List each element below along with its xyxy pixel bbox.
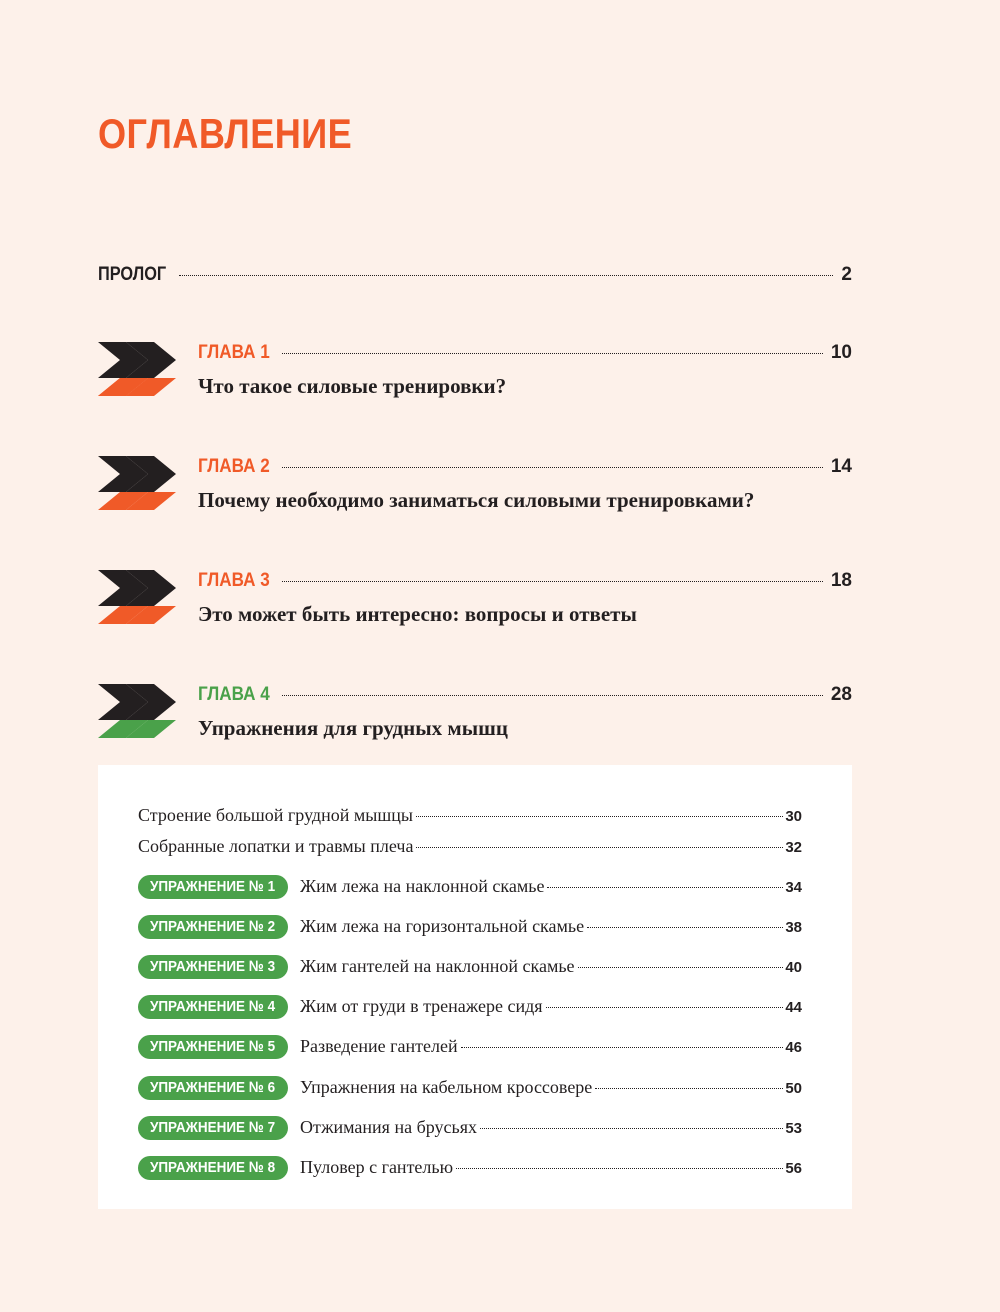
exercise-title: Жим лежа на наклонной скамье <box>300 876 545 896</box>
toc-exercise-entry[interactable] <box>138 1036 802 1060</box>
chapter-label: ГЛАВА 2 <box>198 456 270 477</box>
chapter-label: ГЛАВА 1 <box>198 342 270 363</box>
exercise-badge: УПРАЖНЕНИЕ № 8 <box>138 1156 288 1180</box>
toc-exercise-entry[interactable] <box>138 1117 802 1141</box>
exercise-title: Жим лежа на горизонтальной скамье <box>300 916 585 936</box>
toc-entry-chapter-4[interactable] <box>98 684 852 754</box>
page-number: 50 <box>785 1080 802 1097</box>
section-title: Собранные лопатки и травмы плеча <box>138 836 414 856</box>
prolog-label: ПРОЛОГ <box>98 264 167 285</box>
exercise-title: Упражнения на кабельном кроссовере <box>300 1077 593 1097</box>
dot-leader <box>480 1128 783 1129</box>
exercise-title: Пуловер с гантелью <box>300 1157 454 1177</box>
page-number: 40 <box>785 959 802 976</box>
exercise-badge: УПРАЖНЕНИЕ № 3 <box>138 955 288 979</box>
exercise-badge: УПРАЖНЕНИЕ № 6 <box>138 1076 288 1100</box>
chapter-4-contents-panel <box>98 765 852 1209</box>
chevron-arrows-icon <box>98 342 178 396</box>
chevron-arrows-icon <box>98 456 178 510</box>
page-number: 46 <box>785 1039 802 1056</box>
chevron-arrows-icon <box>98 570 178 624</box>
exercise-badge: УПРАЖНЕНИЕ № 4 <box>138 995 288 1019</box>
toc-exercise-entry[interactable] <box>138 956 802 980</box>
toc-entry-prolog[interactable] <box>98 264 852 286</box>
page-number: 30 <box>785 808 802 825</box>
dot-leader <box>416 847 783 848</box>
page-number: 44 <box>785 999 802 1016</box>
exercise-title: Разведение гантелей <box>300 1036 458 1056</box>
dot-leader <box>282 353 823 354</box>
dot-leader <box>282 467 823 468</box>
dot-leader <box>282 581 823 582</box>
page-title: ОГЛАВЛЕНИЕ <box>98 110 353 157</box>
toc-exercise-entry[interactable] <box>138 916 802 940</box>
toc-exercise-entry[interactable] <box>138 876 802 900</box>
toc-subentry[interactable] <box>138 836 802 857</box>
exercise-title: Отжимания на брусьях <box>300 1117 477 1137</box>
dot-leader <box>578 967 784 968</box>
toc-exercise-entry[interactable] <box>138 1077 802 1101</box>
page-number: 28 <box>830 684 852 705</box>
chapter-title: Это может быть интересно: вопросы и ответы <box>198 602 637 626</box>
dot-leader <box>547 887 783 888</box>
toc-entry-chapter-2[interactable] <box>98 456 852 526</box>
toc-subentry[interactable] <box>138 805 802 826</box>
chevron-arrows-icon <box>98 684 178 738</box>
dot-leader <box>456 1168 783 1169</box>
dot-leader <box>179 275 833 276</box>
dot-leader <box>595 1088 783 1089</box>
toc-entry-chapter-3[interactable] <box>98 570 852 640</box>
dot-leader <box>587 927 783 928</box>
dot-leader <box>282 695 823 696</box>
chapter-label: ГЛАВА 4 <box>198 684 270 705</box>
exercise-title: Жим гантелей на наклонной скамье <box>300 956 575 976</box>
page-number: 32 <box>785 839 802 856</box>
chapter-title: Почему необходимо заниматься силовыми тренировками? <box>198 488 755 512</box>
chapter-title: Что такое силовые тренировки? <box>198 374 507 398</box>
page-number: 56 <box>785 1160 802 1177</box>
exercise-badge: УПРАЖНЕНИЕ № 7 <box>138 1116 288 1140</box>
exercise-badge: УПРАЖНЕНИЕ № 5 <box>138 1035 288 1059</box>
toc-exercise-entry[interactable] <box>138 996 802 1020</box>
page-number: 2 <box>841 264 852 285</box>
exercise-title: Жим от груди в тренажере сидя <box>300 996 543 1016</box>
dot-leader <box>546 1007 784 1008</box>
page-number: 14 <box>830 456 852 477</box>
page-number: 34 <box>785 879 802 896</box>
chapter-title: Упражнения для грудных мышц <box>198 716 508 740</box>
dot-leader <box>416 816 783 817</box>
dot-leader <box>461 1047 784 1048</box>
page-number: 10 <box>830 342 852 363</box>
section-title: Строение большой грудной мышцы <box>138 805 413 825</box>
page-number: 38 <box>785 919 802 936</box>
chapter-label: ГЛАВА 3 <box>198 570 270 591</box>
exercise-badge: УПРАЖНЕНИЕ № 1 <box>138 875 288 899</box>
exercise-badge: УПРАЖНЕНИЕ № 2 <box>138 915 288 939</box>
page-number: 18 <box>830 570 852 591</box>
toc-exercise-entry[interactable] <box>138 1157 802 1181</box>
toc-entry-chapter-1[interactable] <box>98 342 852 412</box>
page-number: 53 <box>785 1120 802 1137</box>
